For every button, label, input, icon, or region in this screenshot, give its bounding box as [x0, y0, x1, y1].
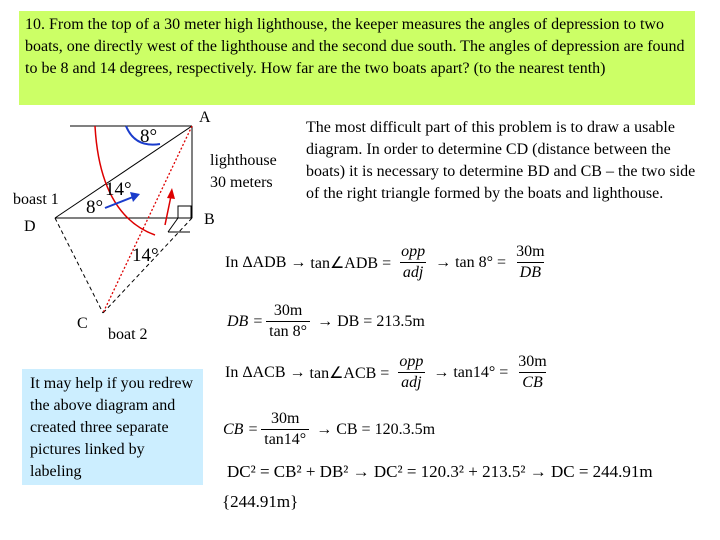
eq1-den: DB	[517, 262, 544, 282]
eq5-text: DC² = CB² + DB² → DC² = 120.3² + 213.5² → DC = 244.91m	[227, 462, 653, 481]
eq4-fraction	[261, 410, 309, 449]
eq3-fraction-value	[515, 353, 549, 392]
eq1-in: In ΔADB →	[225, 253, 307, 271]
line-ac	[103, 126, 192, 313]
eq4-num: 30m	[271, 410, 300, 427]
hint-text: It may help if you redrew the above diagram and created three separate pictures linked by labeling	[30, 375, 194, 480]
eq4-den: tan14°	[261, 429, 309, 449]
eq3-fraction-opp-adj	[396, 353, 426, 392]
eq3-in: In ΔACB →	[225, 363, 306, 381]
answer-text: {244.91m}	[222, 492, 299, 511]
point-c-label: C	[77, 315, 88, 332]
eq2-lhs: DB =	[227, 312, 264, 330]
boat2-label: boat 2	[108, 326, 148, 343]
hint-box	[22, 369, 203, 485]
equation-4	[223, 410, 439, 449]
problem-text: 10. From the top of a 30 meter high lighthouse, the keeper measures the angles of depression to two boats, one directly west of the lighthouse and the second due south. The angles of depression are found to be 8 and 14 degrees, respectively. How far are the two boats apart? (to the nearest tenth)	[25, 16, 685, 77]
eq3-adj: adj	[398, 372, 424, 392]
eq1-fraction-value	[513, 243, 547, 282]
eq4-result: → CB = 120.3.5m	[316, 420, 436, 438]
right-angle-marker	[178, 206, 191, 218]
eq1-arrow-tan: → tan 8° =	[435, 253, 507, 271]
eq3-den: CB	[519, 372, 545, 392]
eq3-tan-angle: tan∠ACB =	[309, 364, 390, 382]
point-b-label: B	[204, 211, 215, 228]
eq2-den: tan 8°	[266, 321, 310, 341]
angle-d-lower-label: 8°	[86, 197, 104, 218]
note-text: The most difficult part of this problem is to draw a usable diagram. In order to determine CD (distance between the boats) it is necessary to determine BD and CB – the two side of the right triangle formed by the boats and lighthouse.	[306, 119, 696, 202]
equation-2	[227, 302, 429, 341]
boat1-label: boast 1	[13, 191, 59, 208]
eq3-opp: opp	[399, 353, 424, 370]
red-arrow	[165, 196, 171, 225]
eq4-lhs: CB =	[223, 420, 259, 438]
equation-1	[225, 243, 551, 282]
eq1-fraction-opp-adj	[398, 243, 428, 282]
lighthouse-label: lighthouse	[210, 152, 277, 169]
point-a-label: A	[199, 109, 211, 126]
eq3-arrow-tan: → tan14° =	[433, 363, 509, 381]
angle-top-label: 8°	[140, 126, 158, 147]
point-d-label: D	[24, 218, 36, 235]
eq2-num: 30m	[273, 302, 303, 319]
line-ad	[55, 126, 192, 218]
eq3-num: 30m	[518, 353, 547, 370]
height-label: 30 meters	[210, 174, 273, 191]
angle-c-label: 14°	[132, 245, 159, 266]
eq1-tan-angle: tan∠ADB =	[310, 254, 392, 272]
equation-5	[227, 462, 653, 482]
corner-marker	[168, 218, 178, 232]
eq2-result: → DB = 213.5m	[317, 312, 425, 330]
eq1-opp: opp	[401, 243, 426, 260]
line-dc	[55, 218, 103, 313]
angle-d-upper-label: 14°	[105, 179, 132, 200]
equation-3	[225, 353, 553, 392]
red-arrow-head	[167, 188, 175, 199]
eq2-fraction	[266, 302, 310, 341]
explanation-note	[306, 117, 706, 205]
final-answer	[222, 492, 298, 512]
eq1-adj: adj	[400, 262, 426, 282]
eq1-num: 30m	[516, 243, 545, 260]
